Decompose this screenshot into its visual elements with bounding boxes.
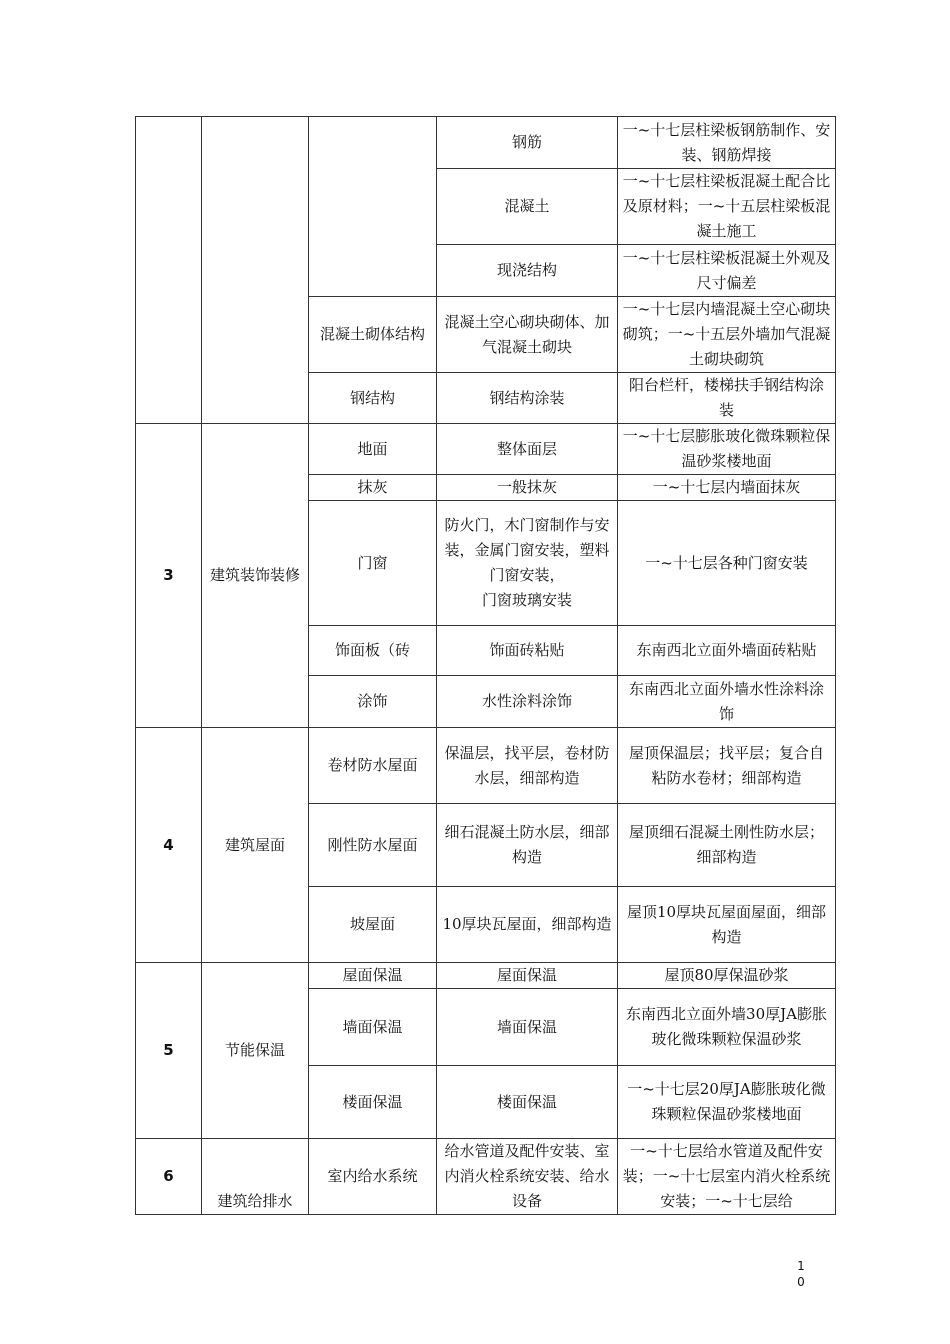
subdivision-cell: 涂饰 <box>309 676 437 728</box>
subdivision-cell: 坡屋面 <box>309 887 437 963</box>
desc-cell: 一~十七层内墙混凝土空心砌块砌筑；一~十五层外墙加气混凝土砌块砌筑 <box>618 297 836 373</box>
construction-division-table <box>135 116 836 1215</box>
desc-cell: 一~十七层膨胀玻化微珠颗粒保温砂浆楼地面 <box>618 424 836 475</box>
cell-empty-num <box>136 117 202 424</box>
item-cell: 给水管道及配件安装、室内消火栓系统安装、给水设备 <box>437 1139 618 1215</box>
cell-empty-subdivision <box>309 117 437 297</box>
page-number <box>794 1258 808 1290</box>
item-cell: 混凝土空心砌块砌体、加气混凝土砌块 <box>437 297 618 373</box>
desc-cell: 一~十七层20厚JA膨胀玻化微珠颗粒保温砂浆楼地面 <box>618 1066 836 1139</box>
item-cell: 水性涂料涂饰 <box>437 676 618 728</box>
item-cell: 混凝土 <box>437 169 618 245</box>
subdivision-cell: 地面 <box>309 424 437 475</box>
division-number: 3 <box>136 424 202 728</box>
desc-cell: 一~十七层给水管道及配件安装；一~十七层室内消火栓系统安装；一~十七层给 <box>618 1139 836 1215</box>
desc-cell: 一~十七层柱梁板混凝土配合比及原材料；一~十五层柱梁板混凝土施工 <box>618 169 836 245</box>
subdivision-cell: 抹灰 <box>309 475 437 501</box>
item-cell: 楼面保温 <box>437 1066 618 1139</box>
item-cell <box>437 501 618 626</box>
subdivision-cell: 室内给水系统 <box>309 1139 437 1215</box>
item-cell: 钢结构涂装 <box>437 373 618 424</box>
desc-cell: 屋顶细石混凝土刚性防水层；细部构造 <box>618 804 836 887</box>
desc-cell: 东南西北立面外墙水性涂料涂饰 <box>618 676 836 728</box>
table-row <box>136 424 836 475</box>
desc-cell: 阳台栏杆，楼梯扶手钢结构涂装 <box>618 373 836 424</box>
table-row <box>136 1139 836 1215</box>
subdivision-cell: 门窗 <box>309 501 437 626</box>
item-cell: 屋面保温 <box>437 963 618 989</box>
division-name: 节能保温 <box>202 963 309 1139</box>
item-cell: 钢筋 <box>437 117 618 169</box>
desc-cell: 东南西北立面外墙30厚JA膨胀玻化微珠颗粒保温砂浆 <box>618 989 836 1066</box>
page-number-digit: 1 <box>797 1259 805 1273</box>
desc-cell: 屋顶保温层；找平层；复合自粘防水卷材；细部构造 <box>618 728 836 804</box>
desc-cell: 一~十七层柱梁板钢筋制作、安装、钢筋焊接 <box>618 117 836 169</box>
subdivision-cell: 楼面保温 <box>309 1066 437 1139</box>
page-number-digit: 0 <box>797 1275 805 1289</box>
subdivision-cell: 混凝土砌体结构 <box>309 297 437 373</box>
desc-cell: 一~十七层柱梁板混凝土外观及尺寸偏差 <box>618 245 836 297</box>
division-number: 5 <box>136 963 202 1139</box>
division-number: 6 <box>136 1139 202 1215</box>
item-cell: 现浇结构 <box>437 245 618 297</box>
cell-empty-division <box>202 117 309 424</box>
item-text-continued: 门窗玻璃安装 <box>481 591 572 609</box>
subdivision-cell: 卷材防水屋面 <box>309 728 437 804</box>
item-cell: 墙面保温 <box>437 989 618 1066</box>
division-name: 建筑给排水 <box>202 1139 309 1215</box>
item-text: 防火门，木门窗制作与安装，金属门窗安装，塑料门窗安装， <box>444 516 610 584</box>
desc-cell: 屋顶80厚保温砂浆 <box>618 963 836 989</box>
table-row <box>136 117 836 169</box>
desc-cell: 一~十七层内墙面抹灰 <box>618 475 836 501</box>
subdivision-cell: 钢结构 <box>309 373 437 424</box>
table-row <box>136 963 836 989</box>
item-cell: 整体面层 <box>437 424 618 475</box>
item-cell: 保温层，找平层，卷材防水层，细部构造 <box>437 728 618 804</box>
item-cell: 一般抹灰 <box>437 475 618 501</box>
division-number: 4 <box>136 728 202 963</box>
item-cell: 10厚块瓦屋面，细部构造 <box>437 887 618 963</box>
subdivision-cell: 屋面保温 <box>309 963 437 989</box>
desc-cell: 一~十七层各种门窗安装 <box>618 501 836 626</box>
division-name: 建筑装饰装修 <box>202 424 309 728</box>
subdivision-cell: 刚性防水屋面 <box>309 804 437 887</box>
item-cell: 细石混凝土防水层，细部构造 <box>437 804 618 887</box>
desc-cell: 东南西北立面外墙面砖粘贴 <box>618 626 836 676</box>
subdivision-cell: 饰面板（砖 <box>309 626 437 676</box>
desc-cell: 屋顶10厚块瓦屋面屋面，细部构造 <box>618 887 836 963</box>
item-cell: 饰面砖粘贴 <box>437 626 618 676</box>
subdivision-cell: 墙面保温 <box>309 989 437 1066</box>
table-row <box>136 728 836 804</box>
division-name: 建筑屋面 <box>202 728 309 963</box>
